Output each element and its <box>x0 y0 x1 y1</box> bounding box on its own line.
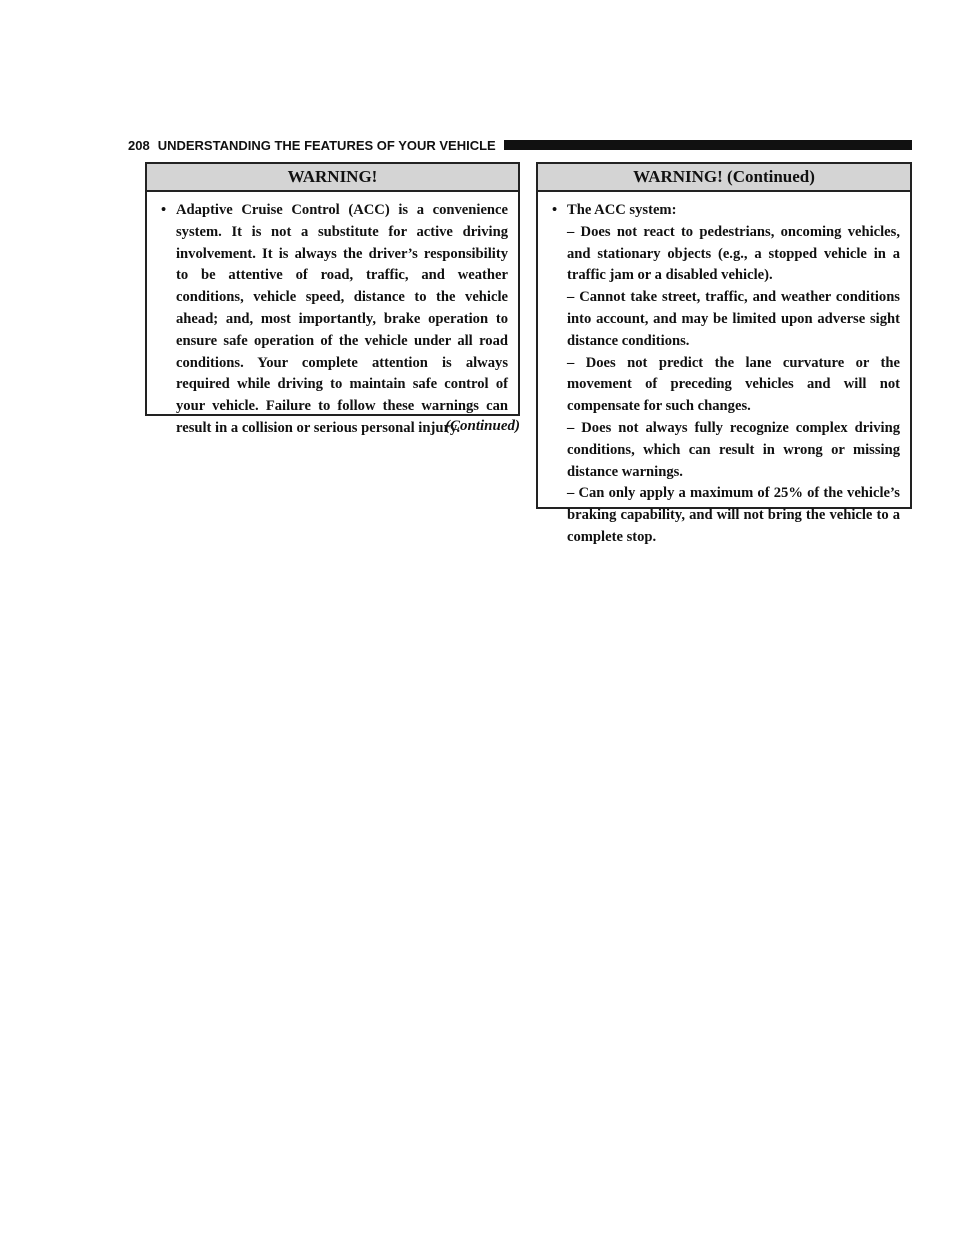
warning-text: Adaptive Cruise Control (ACC) is a convenience system. It is not a substitute for active driving involvement. It is always the driver’s responsibility to be attentive of road, traffic, and weather conditions, vehicle speed, distance to the vehicle ahead; and, most importantly, brake operation to ensure safe operation of the vehicle under all road conditions. Your complete attention is always required while driving to maintain safe control of your vehicle. Failure to follow these warnings can result in a collision or serious personal injury. <box>176 202 508 436</box>
bullet-icon: • <box>552 202 558 218</box>
page-number: 208 <box>128 137 150 153</box>
bullet-icon: • <box>161 202 167 218</box>
sub-item: – Does not react to pedestrians, oncoming vehicles, and stationary objects (e.g., a stopped vehicle in a traffic jam or a disabled vehicle). <box>567 223 900 284</box>
page-header <box>128 135 912 155</box>
section-title: UNDERSTANDING THE FEATURES OF YOUR VEHICLE <box>157 137 496 153</box>
warning-body <box>538 192 910 553</box>
warning-body <box>147 192 518 444</box>
header-rule <box>504 140 912 150</box>
sub-item: – Can only apply a maximum of 25% of the vehicle’s braking capability, and will not bring the vehicle to a complete stop. <box>567 485 900 545</box>
bullet-item <box>161 200 508 440</box>
sub-item: – Cannot take street, traffic, and weather conditions into account, and may be limited upon adverse sight distance conditions. <box>567 289 900 349</box>
bullet-intro: The ACC system: <box>567 202 677 218</box>
bullet-item <box>552 200 900 222</box>
sub-item: – Does not always fully recognize complex driving conditions, which can result in wrong or missing distance warnings. <box>567 419 900 480</box>
warning-box-continued <box>536 162 912 545</box>
sub-item: – Does not predict the lane curvature or the movement of preceding vehicles and will not compensate for such changes. <box>567 354 900 415</box>
warning-title: WARNING! (Continued) <box>538 164 910 192</box>
warning-title: WARNING! <box>147 164 518 192</box>
continued-label: (Continued) <box>444 418 520 434</box>
